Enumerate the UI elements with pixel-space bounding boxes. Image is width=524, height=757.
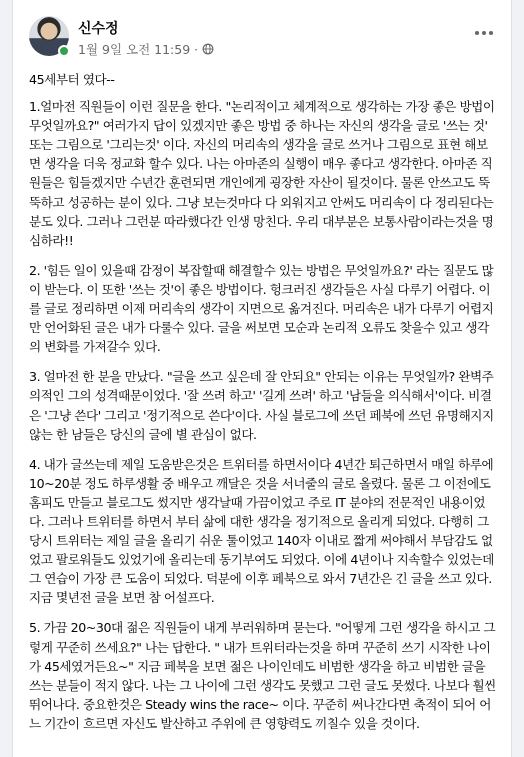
online-status-dot [58,45,70,57]
post-paragraph: 2. '힘든 일이 있을때 감정이 복잡할때 해결할수 있는 방법은 무엇일까요?' 라는 질문도 많이 받는다. 이 또한 '쓰는 것'이 좋은 방법이다. 헝크러진 생각들은 사실 다루기 어렵다. 이를 글로 정리하면 이제 머리속의 생각이 지면으로 옮겨진다. 머리속은 내가 다루기 어렵지만 언어화된 글은 내가 다룰수 있다. 글을 써보면 모순과 논리적 오류도 찾을수 있고 생각의 변화를 가져갈수 있다. [29,262,494,355]
author-name[interactable]: 신수정 [78,21,119,37]
post-paragraph: 5. 가끔 20~30대 젊은 직원들이 내게 부러워하며 묻는다. "어떻게 그런 생각을 하시고 그렇게 꾸준히 쓰세요?" 나는 답한다. " 내가 트위터라는것을 하며 꾸준히 쓰기 시작한 나이가 45세였거든요~" 지금 페북을 보면 젊은 나이인데도 비범한 생각을 하고 비범한 글을 쓰는 분들이 적지 않다. 나는 그 나이에 그런 생각도 못했고 그런 글도 못썼다. 나보다 훨씬 뛰어나다. 중요한것은 Steady wins the race~ 이다. 꾸준히 써나간다면 축적이 되어 어느 기간이 흐르면 자신도 발산하고 주위에 큰 영향력도 끼칠수 있을 것이다. [29,620,496,731]
post-paragraph: 1.얼마전 직원들이 이런 질문을 한다. "논리적이고 체계적으로 생각하는 가장 좋은 방법이 무엇일까요?" 여러가지 답이 있겠지만 좋은 방법 중 하나는 자신의 생각을 글로 '쓰는 것' 또는 그림으로 '그리는것' 이다. 자신의 머리속의 생각을 글로 쓰거나 그림으로 표현 해보면 생각을 더욱 정교화 할수 있다. 나는 아마존의 실행이 매우 좋다고 생각한다. 아마존 직원들은 힘들겠지만 수년간 훈련되면 개인에게 굉장한 자산이 될것이다. 물론 안쓰고도 뚝뚝하고 성공하는 분이 있다. 그냥 보는것마다 다 외워지고 안써도 머리속이 다 정리된다는 분도 있다. 그러나 그런분 따라했다간 인생 망친다. 우리 대부분은 보통사람이라는것을 명심하라!! [29,99,495,248]
post-meta [78,40,214,58]
post-paragraph: 3. 얼마전 한 분을 만났다. "글을 쓰고 싶은데 잘 안되요" 안되는 이유는 무엇일까? 완벽주의적인 그의 성격때문이었다. '잘 쓰려 하고' '길게 쓰려' 하고 '남들을 의식해서'이다. 비결은 '그냥 쓴다' 그리고 '정기적으로 쓴다'이다. 사실 블로그에 쓰던 페북에 쓰던 유명해지지 않는 한 남들은 당신의 글에 별 관심이 없다. [29,369,494,442]
more-options-icon[interactable] [469,18,499,48]
post-timestamp[interactable]: 1월 9일 오전 11:59 [78,42,191,57]
globe-icon[interactable] [202,43,214,55]
post-paragraph: 4. 내가 글쓰는데 제일 도움받은것은 트위터를 하면서이다 4년간 퇴근하면서 매일 하루에 10~20분 정도 하루생활 중 배우고 깨달은 것을 서너줄의 글로 올렸다. 물론 그 이전에도 홈피도 만들고 블로그도 썼지만 생각날때 가끔이었고 주로 IT 분야의 전문적인 내용이었다. 그러나 트위터를 하면서 부터 삶에 대한 생각을 정기적으로 올리게 되었다. 다행히 그당시 트위터는 제일 글을 올리기 쉬운 툴이었고 140자 이내로 짧게 써야해서 부담감도 없었고 팔로워들도 있었기에 올리는데 동기부여도 되었다. 이에 4년이나 지속할수 있었는데 그 연습이 가장 큰 도움이 되었다. 덕분에 이후 페북으로 와서 7년간은 긴 글을 쓰고 있다. 지금 몇년전 글을 보면 참 어설프다. [29,456,494,606]
post-body [29,70,499,744]
post-header [29,14,499,60]
post-paragraph: 45세부터 였다-- [29,72,115,87]
facebook-post-card [12,0,512,757]
meta-separator: · [194,41,199,57]
